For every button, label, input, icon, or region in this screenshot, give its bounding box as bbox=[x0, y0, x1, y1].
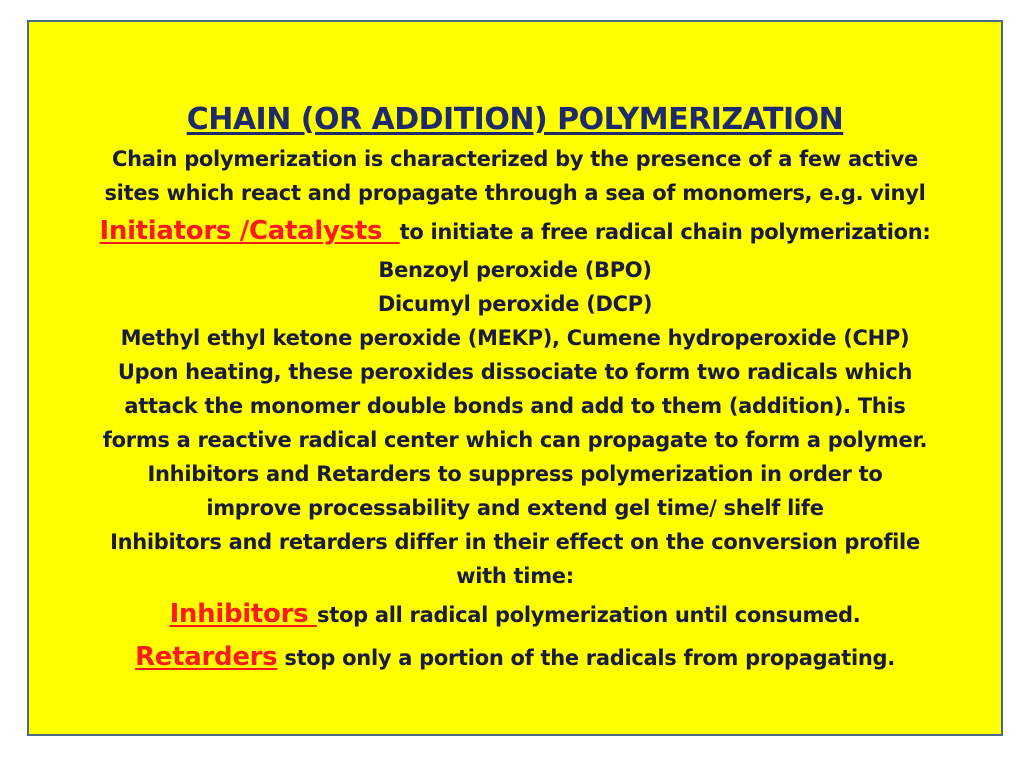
inhibitors-text: stop all radical polymerization until consumed. bbox=[317, 603, 861, 627]
body-line-2: attack the monomer double bonds and add to them (addition). This bbox=[124, 394, 906, 418]
body-line-6: Inhibitors and retarders differ in their effect on the conversion profile bbox=[110, 530, 920, 554]
intro-line-2: sites which react and propagate through a sea of monomers, e.g. vinyl bbox=[104, 181, 926, 205]
inhibitors-label: Inhibitors bbox=[169, 599, 318, 629]
retarders-text: stop only a portion of the radicals from propagating. bbox=[277, 646, 895, 670]
initiators-line bbox=[29, 210, 1001, 253]
slide bbox=[27, 20, 1003, 736]
body-line-3: forms a reactive radical center which can propagate to form a polymer. bbox=[102, 428, 928, 452]
retarders-line bbox=[29, 636, 1001, 679]
body-line-4: Inhibitors and Retarders to suppress polymerization in order to bbox=[147, 462, 883, 486]
retarders-label: Retarders bbox=[135, 642, 278, 672]
initiators-label: Initiators /Catalysts bbox=[99, 216, 400, 246]
peroxide-dcp: Dicumyl peroxide (DCP) bbox=[377, 292, 653, 316]
slide-title: CHAIN (OR ADDITION) POLYMERIZATION bbox=[186, 102, 844, 137]
body-line-1: Upon heating, these peroxides dissociate to form two radicals which bbox=[117, 360, 913, 384]
body-line-5: improve processability and extend gel time/ shelf life bbox=[206, 496, 824, 520]
peroxide-mekp-chp: Methyl ethyl ketone peroxide (MEKP), Cumene hydroperoxide (CHP) bbox=[120, 326, 910, 350]
initiators-text: to initiate a free radical chain polymerization: bbox=[399, 220, 931, 244]
body-line-7: with time: bbox=[456, 564, 574, 588]
slide-content bbox=[29, 98, 1001, 679]
peroxide-bpo: Benzoyl peroxide (BPO) bbox=[378, 258, 652, 282]
inhibitors-line bbox=[29, 593, 1001, 636]
intro-line-1: Chain polymerization is characterized by the presence of a few active bbox=[112, 147, 918, 171]
